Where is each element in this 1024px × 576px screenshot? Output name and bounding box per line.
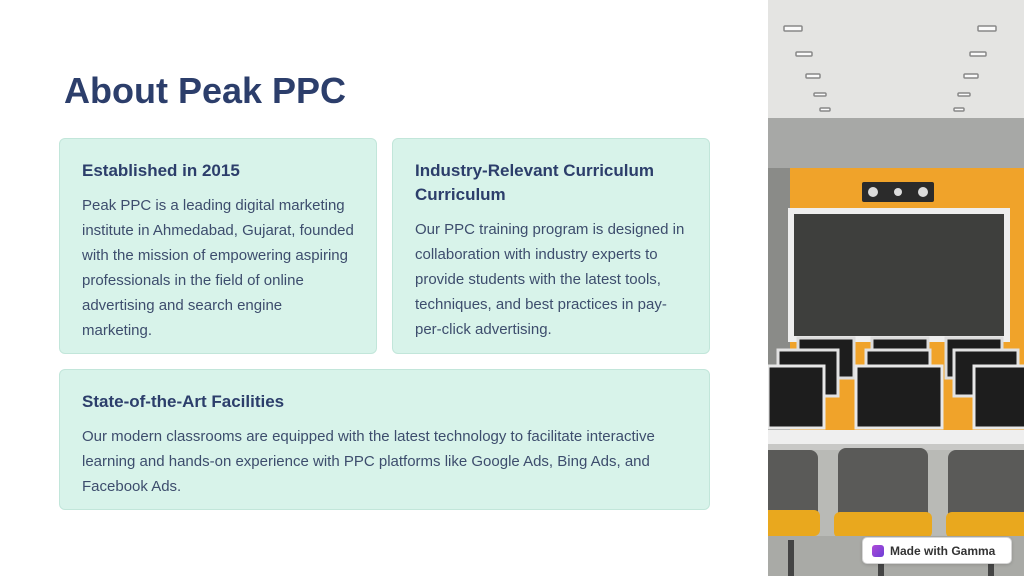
card-body: Our modern classrooms are equipped with the latest technology to facilitate interactive learning and hands-on experience with PPC platforms like Google Ads, Bing Ads, and Facebook Ads. [82,428,655,495]
page-title: About Peak PPC [64,70,347,111]
card-heading: Industry-Relevant Curriculum Curriculum [415,161,654,204]
card-body: Our PPC training program is designed in collaboration with industry experts to provide students with the latest tools, techniques, and best practices in pay-per-click advertising. [415,221,685,338]
card-curriculum [392,138,710,354]
card-facilities [59,369,710,510]
badge-label: Made with Gamma [890,543,996,558]
classroom-photo [768,0,1024,576]
made-with-gamma-badge[interactable] [862,537,1012,564]
card-heading: State-of-the-Art Facilities [82,392,285,411]
card-established [59,138,377,354]
card-body: Peak PPC is a leading digital marketing institute in Ahmedabad, Gujarat, founded with the mission of empowering aspiring professionals in the field of online advertising and search engine marketing. [82,197,354,339]
gamma-logo-icon [872,545,884,557]
card-heading: Established in 2015 [82,161,240,180]
